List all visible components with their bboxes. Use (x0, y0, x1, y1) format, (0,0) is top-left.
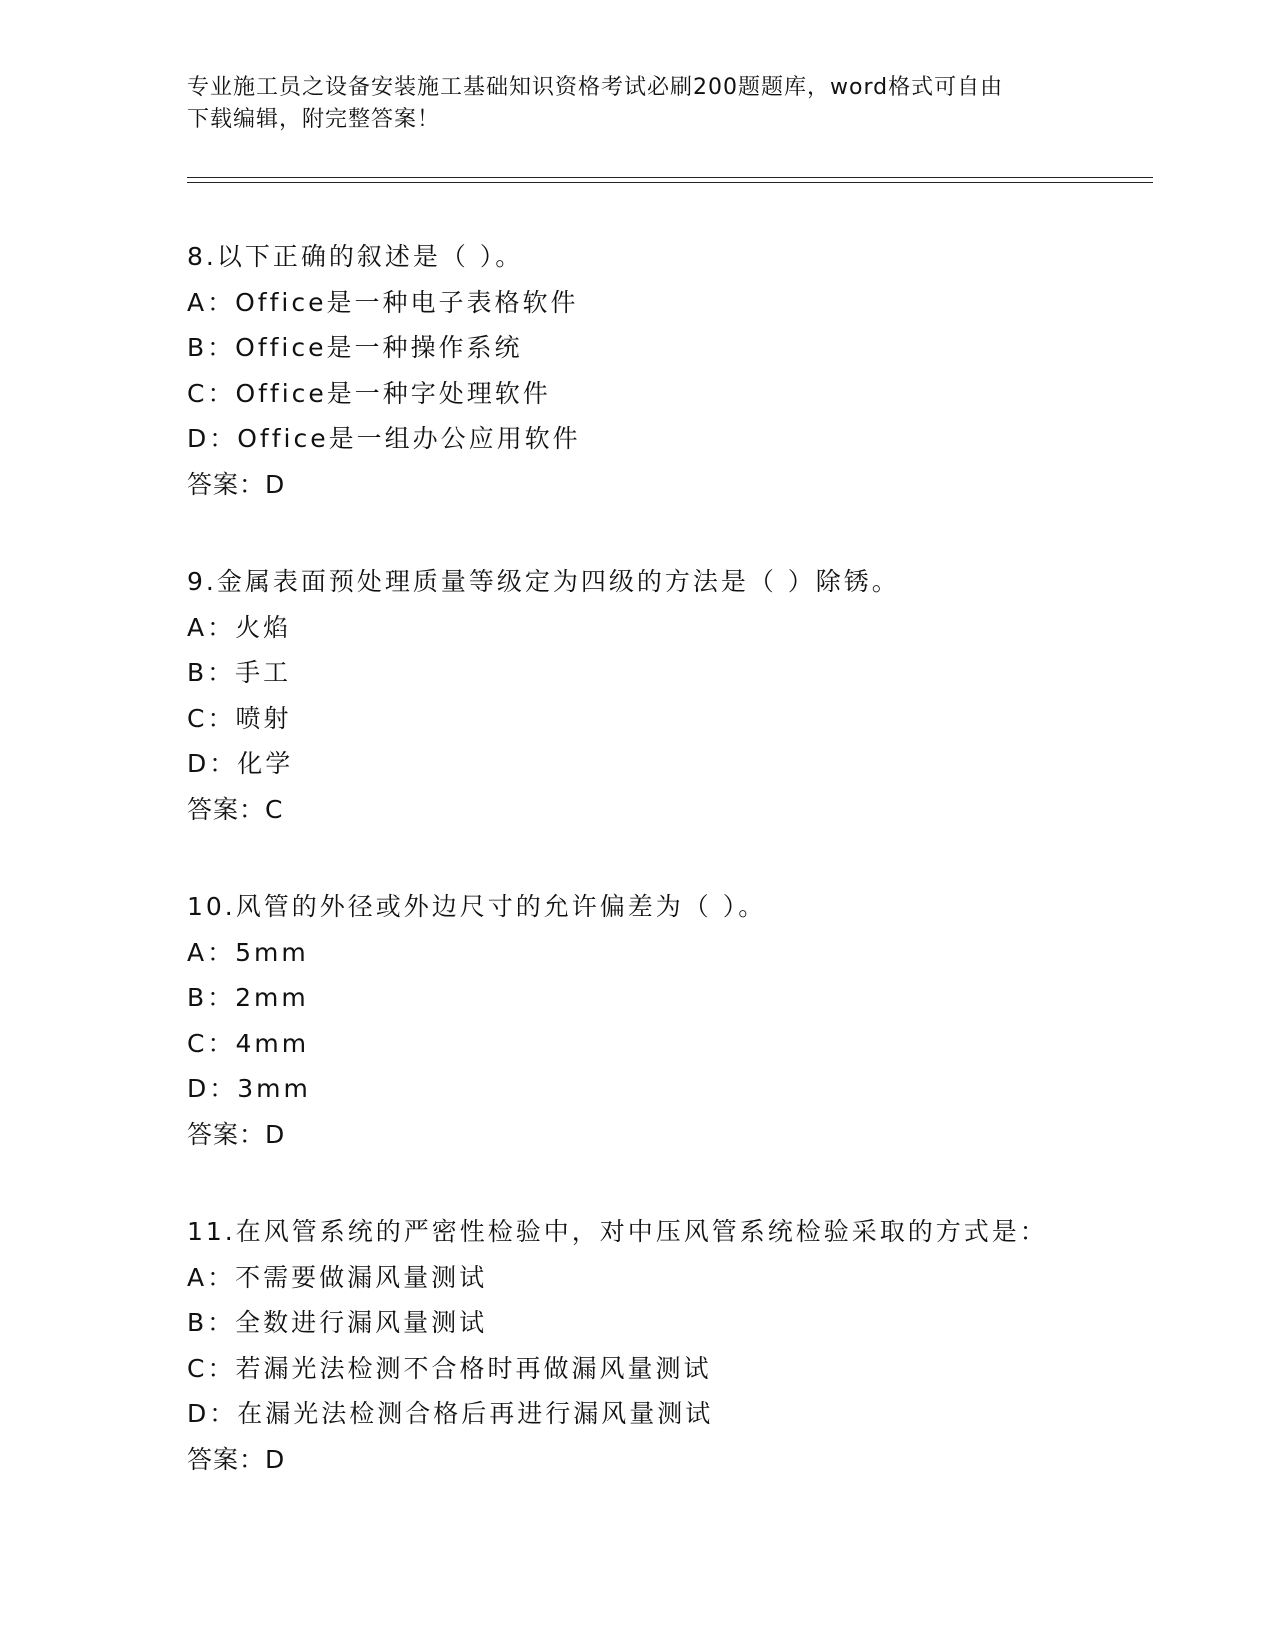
question-10 (187, 884, 1147, 1157)
answer-line: 答案：D (187, 1444, 286, 1474)
header-divider-bottom (187, 182, 1153, 183)
question-list (187, 234, 1147, 1534)
answer-line: 答案：C (187, 794, 284, 824)
answer-line: 答案：D (187, 1119, 286, 1149)
option-c: C：若漏光法检测不合格时再做漏风量测试 (187, 1353, 712, 1383)
question-stem: 9.金属表面预处理质量等级定为四级的方法是（ ）除锈。 (187, 567, 900, 596)
option-a: A：火焰 (187, 612, 292, 642)
option-d: D：3mm (187, 1074, 311, 1103)
option-b: B：Office是一种操作系统 (187, 333, 523, 362)
question-stem: 11.在风管系统的严密性检验中，对中压风管系统检验采取的方式是： (187, 1217, 1048, 1246)
question-11 (187, 1209, 1147, 1482)
answer-line: 答案：D (187, 469, 286, 499)
header-title-line-1: 专业施工员之设备安装施工基础知识资格考试必刷200题题库，word格式可自由 (187, 75, 1004, 100)
question-stem: 10.风管的外径或外边尺寸的允许偏差为（ ）。 (187, 892, 767, 921)
option-c: C：喷射 (187, 703, 292, 733)
option-b: B：2mm (187, 983, 309, 1012)
question-8 (187, 234, 1147, 507)
header-title-line-2: 下载编辑，附完整答案！ (187, 107, 441, 132)
option-d: D：Office是一组办公应用软件 (187, 424, 581, 453)
question-stem: 8.以下正确的叙述是（ ）。 (187, 242, 524, 271)
option-a: A：Office是一种电子表格软件 (187, 287, 579, 317)
option-a: A：5mm (187, 937, 309, 967)
option-c: C：4mm (187, 1028, 310, 1058)
option-b: B：全数进行漏风量测试 (187, 1308, 488, 1337)
header-divider-top (187, 177, 1153, 178)
document-header (187, 72, 1067, 136)
option-d: D：化学 (187, 749, 294, 778)
option-d: D：在漏光法检测合格后再进行漏风量测试 (187, 1399, 714, 1428)
option-b: B：手工 (187, 658, 292, 687)
question-9 (187, 559, 1147, 832)
option-c: C：Office是一种字处理软件 (187, 378, 551, 408)
option-a: A：不需要做漏风量测试 (187, 1262, 488, 1292)
